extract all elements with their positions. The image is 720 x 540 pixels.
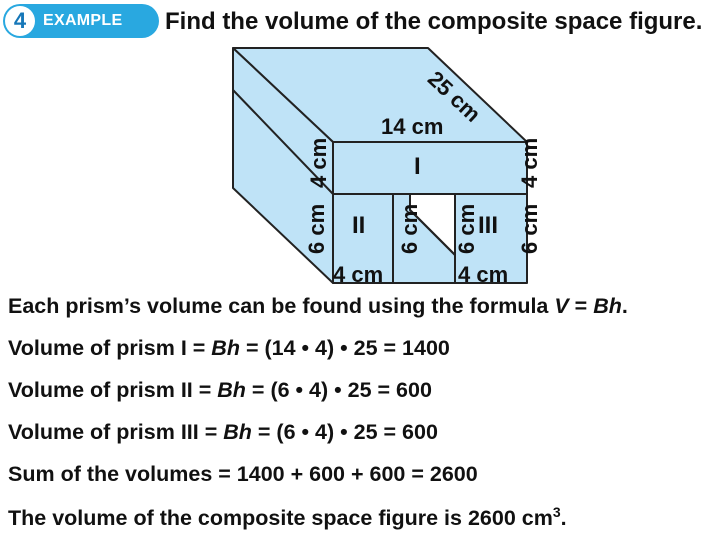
prism-3-calc: = (6 • 4) • 25 = 600 — [251, 420, 438, 444]
formula-bh: Bh — [593, 294, 622, 318]
prism-1-bh: Bh — [211, 336, 240, 360]
label-prism-3: III — [478, 212, 499, 239]
volume-prism-1-line — [8, 336, 450, 361]
formula-v: V — [554, 294, 569, 318]
formula-line — [8, 294, 628, 319]
volume-prism-3-line — [8, 420, 438, 445]
prism-3-bh: Bh — [223, 420, 252, 444]
cubic-exponent: 3 — [552, 504, 561, 520]
label-top-width: 14 cm — [381, 114, 444, 139]
problem-title: Find the volume of the composite space figure. — [165, 8, 703, 35]
conclusion-period: . — [560, 506, 567, 531]
conclusion-line — [8, 504, 567, 531]
formula-eq: = — [568, 294, 594, 318]
label-left-lower: 6 cm — [304, 203, 329, 254]
prism-1-prefix: Volume of prism I = — [8, 336, 212, 360]
sum-line: Sum of the volumes = 1400 + 600 + 600 = 2600 — [8, 462, 478, 486]
prism-1-calc: = (14 • 4) • 25 = 1400 — [239, 336, 450, 360]
label-inner-right: 6 cm — [454, 203, 479, 254]
label-bottom-left: 4 cm — [333, 262, 384, 287]
label-right-lower: 6 cm — [517, 203, 542, 254]
formula-period: . — [621, 294, 628, 318]
label-inner-left: 6 cm — [397, 203, 422, 254]
prism-2-calc: = (6 • 4) • 25 = 600 — [245, 378, 432, 402]
prism-2-prefix: Volume of prism II = — [8, 378, 218, 402]
prism-2-bh: Bh — [217, 378, 246, 402]
volume-prism-2-line — [8, 378, 432, 403]
conclusion-text: The volume of the composite space figure is 2600 cm — [8, 506, 553, 531]
formula-text: Each prism’s volume can be found using the formula — [8, 294, 555, 318]
example-label: EXAMPLE — [43, 12, 123, 29]
prism-3-prefix: Volume of prism III = — [8, 420, 224, 444]
label-left-upper: 4 cm — [306, 137, 331, 188]
label-prism-1: I — [414, 153, 421, 180]
label-bottom-right: 4 cm — [458, 262, 509, 287]
example-number: 4 — [5, 6, 35, 36]
label-right-upper: 4 cm — [517, 137, 542, 188]
front-face-prism-1 — [333, 142, 527, 194]
label-prism-2: II — [352, 212, 366, 239]
label-depth: 25 cm — [422, 66, 486, 127]
